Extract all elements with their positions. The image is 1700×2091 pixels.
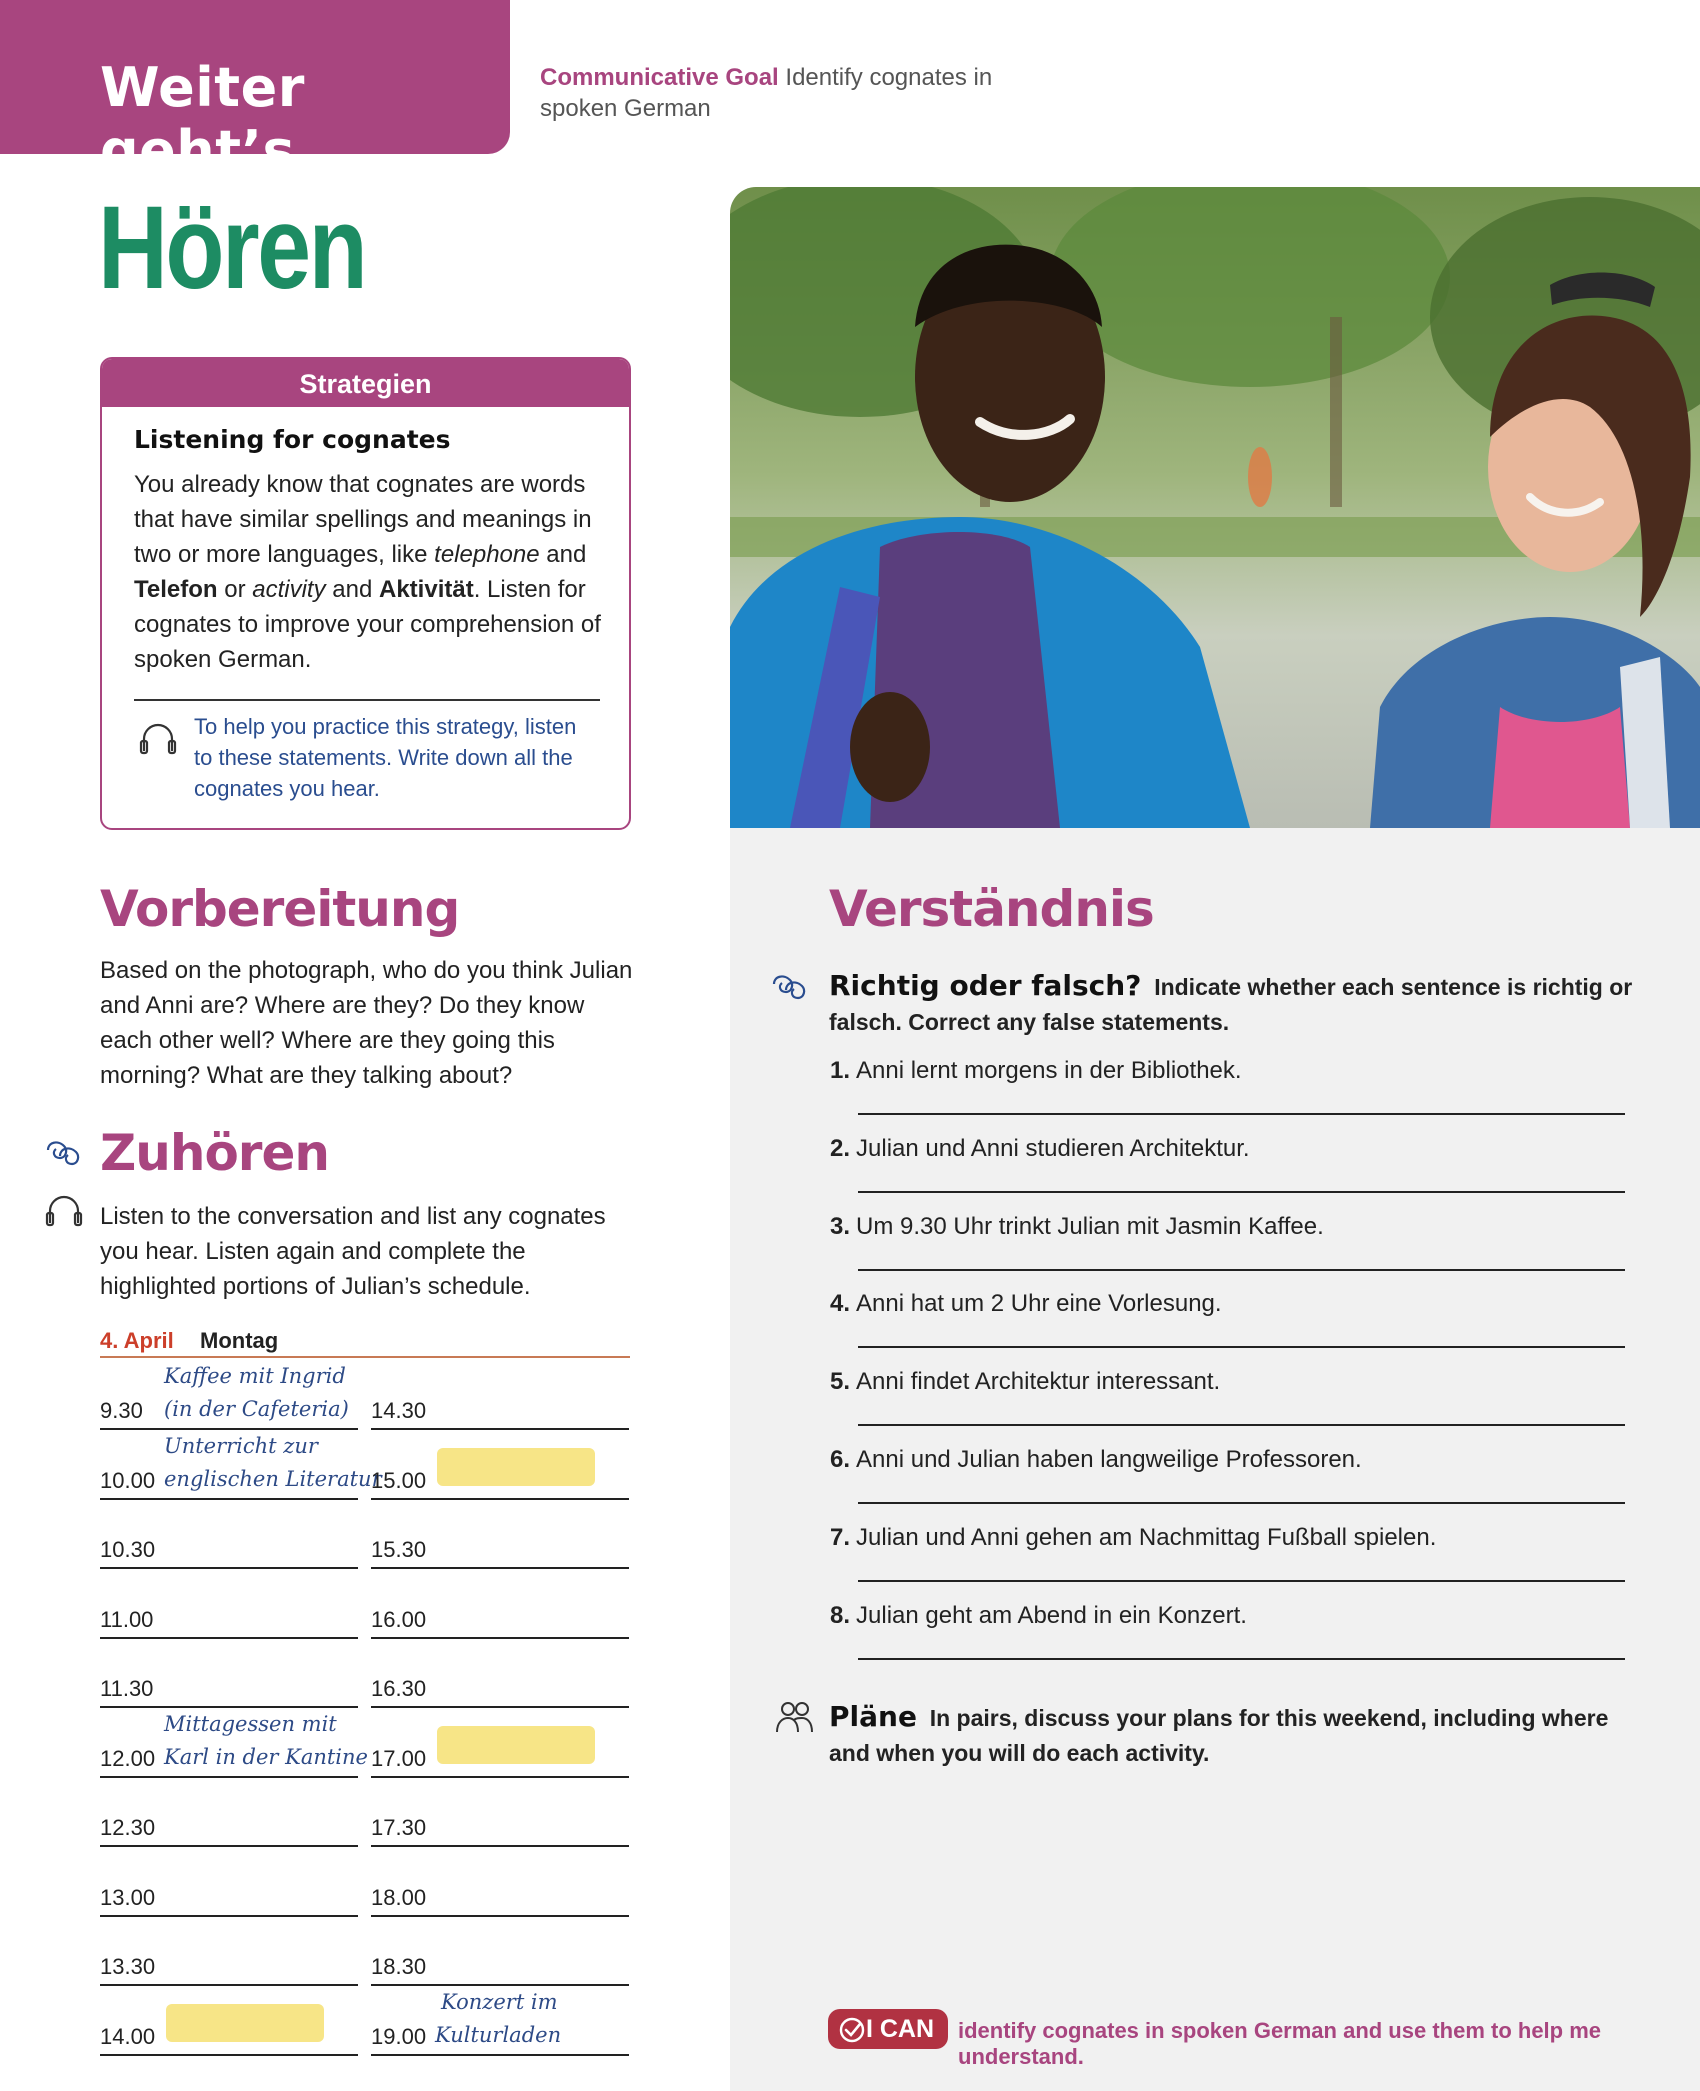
schedule-time: 16.30 <box>371 1676 427 1701</box>
schedule-slot <box>100 1708 368 1778</box>
statement-text: Anni findet Architektur interessant. <box>856 1368 1221 1396</box>
schedule-entry-line: Kaffee mit Ingrid <box>164 1364 346 1388</box>
schedule-slot <box>100 1916 358 1986</box>
statement-number: 5. <box>830 1368 851 1396</box>
schedule-slot <box>100 1499 358 1569</box>
schedule-time: 10.30 <box>100 1537 156 1562</box>
schedule-slot <box>371 1777 629 1847</box>
strategy-note: To help you practice this strategy, listen to these statements. Write down all the cognates you hear. <box>194 714 577 801</box>
headphones-icon <box>44 1193 84 1227</box>
schedule-slot <box>371 1499 629 1569</box>
statement-text: Julian geht am Abend in ein Konzert. <box>856 1601 1247 1629</box>
schedule-time: 15.00 <box>371 1467 427 1493</box>
schedule-date: 4. April <box>100 1328 174 1353</box>
schedule-time: 16.00 <box>371 1606 427 1632</box>
verstandnis-title: Verständnis <box>829 880 1154 938</box>
goal-label: Communicative Goal <box>540 64 779 91</box>
vorbereitung-title: Vorbereitung <box>100 880 460 938</box>
schedule-entry-line: (in der Cafeteria) <box>164 1397 349 1421</box>
headphones-icon <box>138 721 178 755</box>
plane-instructions: Pläne In pairs, discuss your plans for this weekend, including where and when you will do each activity. <box>829 1700 1609 1766</box>
schedule-time: 19.00 <box>371 2023 427 2049</box>
schedule-time: 12.00 <box>100 1745 156 1771</box>
schedule-time: 18.00 <box>371 1884 427 1910</box>
schedule-slot <box>371 1847 629 1917</box>
schedule-slot <box>100 1360 358 1430</box>
schedule-time: 13.00 <box>100 1884 156 1910</box>
i-can-statement: identify cognates in spoken German and use them to help me understand. <box>958 2018 1602 2069</box>
schedule-slot <box>371 1708 629 1778</box>
schedule-slot <box>100 1569 358 1639</box>
check-icon <box>838 2016 866 2044</box>
schedule-entry-line: Karl in der Kantine <box>164 1744 368 1769</box>
statement-number: 3. <box>830 1212 851 1240</box>
schedule-time: 17.30 <box>371 1815 427 1840</box>
answer-line[interactable] <box>858 1346 1625 1348</box>
statement-item <box>830 1057 1242 1085</box>
schedule-entry-line: Unterricht zur <box>164 1433 318 1458</box>
statement-number: 6. <box>830 1446 851 1473</box>
schedule-entry-line: englischen Literatur <box>164 1466 382 1491</box>
schedule-entry-line: Mittagessen mit <box>164 1711 337 1736</box>
schedule-time: 18.30 <box>371 1954 427 1979</box>
statement-text: Julian und Anni gehen am Nachmittag Fußball spielen. <box>856 1523 1437 1551</box>
answer-line[interactable] <box>858 1424 1625 1426</box>
schedule-slot <box>371 1430 629 1500</box>
zuhoren-text: Listen to the conversation and list any cognates you hear. Listen again and complete the highlighted portions of Julian’s schedule. <box>100 1203 606 1300</box>
audio-cd-icon <box>44 1136 86 1170</box>
statement-text: Julian und Anni studieren Architektur. <box>856 1134 1250 1162</box>
photo-julian-anni <box>730 187 1700 828</box>
strategy-heading: Listening for cognates <box>134 425 451 454</box>
communicative-goal <box>540 62 1020 124</box>
zuhoren-title: Zuhören <box>100 1124 329 1182</box>
answer-line[interactable] <box>858 1580 1625 1582</box>
highlighted-blank[interactable] <box>437 1448 595 1486</box>
schedule-slot <box>100 1430 382 1500</box>
schedule-entry-line: Kulturladen <box>435 2022 562 2047</box>
strategy-text: You already know that cognates are words that have similar spellings and meanings in two or more languages, like telephone and Telefon or activity and Aktivität. Listen for cognates to improve your comprehension of spoken German. <box>134 471 601 673</box>
schedule-time: 17.00 <box>371 1745 427 1771</box>
schedule-entry-line: Konzert im <box>441 1989 558 2014</box>
schedule-header <box>100 1326 630 1358</box>
statement-item <box>830 1290 1222 1318</box>
answer-line[interactable] <box>858 1502 1625 1504</box>
statement-number: 4. <box>830 1290 851 1318</box>
photo-illustration <box>730 187 1700 828</box>
statement-text: Anni lernt morgens in der Bibliothek. <box>856 1057 1242 1084</box>
schedule-time: 14.30 <box>371 1398 427 1423</box>
schedule-slot <box>371 1916 629 1986</box>
statement-text: Anni und Julian haben langweilige Professoren. <box>856 1446 1362 1473</box>
statement-item <box>830 1446 1362 1474</box>
highlighted-blank[interactable] <box>437 1726 595 1764</box>
statement-number: 7. <box>830 1523 851 1551</box>
statement-item <box>830 1524 1436 1552</box>
schedule-time: 12.30 <box>100 1815 156 1840</box>
audio-cd-icon <box>770 970 812 1004</box>
schedule-slot <box>371 1360 629 1430</box>
answer-line[interactable] <box>858 1269 1625 1271</box>
schedule-slot <box>371 1569 629 1639</box>
schedule-time: 15.30 <box>371 1537 427 1562</box>
statement-item <box>830 1213 1324 1241</box>
statement-item <box>830 1602 1247 1630</box>
plane-title: Pläne <box>829 1700 917 1733</box>
schedule-day: Montag <box>200 1328 279 1353</box>
statement-number: 1. <box>830 1057 851 1084</box>
chapter-tab <box>0 0 510 182</box>
schedule-slot <box>100 1777 358 1847</box>
schedule-slot <box>371 1986 629 2056</box>
schedule-entry <box>435 1986 561 2052</box>
schedule-time: 13.30 <box>100 1954 156 1979</box>
statement-item <box>830 1135 1250 1163</box>
rof-title: Richtig oder falsch? <box>829 969 1142 1002</box>
strategy-bar: Strategien <box>102 359 629 407</box>
statement-text: Anni hat um 2 Uhr eine Vorlesung. <box>856 1290 1222 1318</box>
section-title: Hören <box>98 182 366 314</box>
statement-text: Um 9.30 Uhr trinkt Julian mit Jasmin Kaffee. <box>856 1212 1324 1240</box>
strategy-box <box>100 357 631 830</box>
goal-text: Identify cognates in spoken German <box>540 64 993 122</box>
schedule-time: 11.30 <box>100 1676 154 1701</box>
pair-work-icon <box>774 1700 814 1734</box>
highlighted-blank[interactable] <box>166 2004 324 2042</box>
schedule-slot <box>100 1986 358 2056</box>
statement-item <box>830 1368 1220 1396</box>
statement-number: 8. <box>830 1601 851 1629</box>
answer-line[interactable] <box>858 1191 1625 1193</box>
schedule-time: 14.00 <box>100 2023 156 2049</box>
schedule-slot <box>100 1847 358 1917</box>
schedule-slot <box>100 1638 358 1708</box>
schedule-entry <box>164 1360 349 1426</box>
richtig-oder-falsch-instructions: Richtig oder falsch? Indicate whether each sentence is richtig or falsch. Correct any false statements. <box>829 969 1633 1035</box>
vorbereitung-text: Based on the photograph, who do you think Julian and Anni are? Where are they? Do they know each other well? Where are they going this morning? What are they talking about? <box>100 957 633 1089</box>
i-can-badge: I CAN <box>828 2009 948 2049</box>
schedule-entry <box>164 1430 382 1496</box>
schedule-entry <box>164 1708 368 1774</box>
answer-line[interactable] <box>858 1113 1625 1115</box>
schedule-slot <box>371 1638 629 1708</box>
chapter-tab-label: Weiter geht’s <box>100 56 305 182</box>
schedule-time: 9.30 <box>100 1398 143 1423</box>
schedule-time: 10.00 <box>100 1467 156 1493</box>
strategy-divider <box>134 699 600 701</box>
statement-number: 2. <box>830 1134 851 1162</box>
answer-line[interactable] <box>858 1658 1625 1660</box>
schedule-time: 11.00 <box>100 1606 154 1632</box>
